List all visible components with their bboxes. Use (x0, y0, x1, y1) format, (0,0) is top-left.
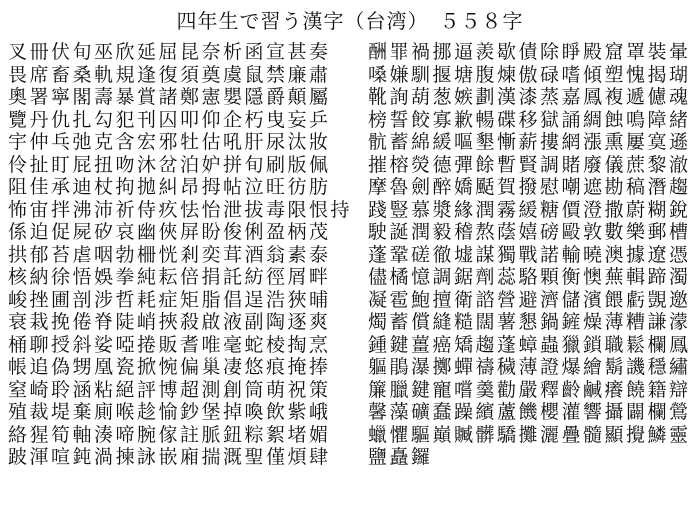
kanji-row: 峻挫圃剖涉哲耗症矩脂倡逞浩狹晡 (8, 288, 331, 311)
kanji-row: 蠟懼驅巔贓髒驕攤灑疊髓顯攪鱗靈 (368, 423, 691, 446)
kanji-row: 阻佳承迪杖拘拋糾昂拇帖泣旺彷肪 (8, 176, 331, 198)
kanji-row: 絡猩筍軸湊啼腕傢註脈鈕粽絮堵媚 (8, 423, 331, 446)
kanji-row: 覽丹仇扎勾犯刊囚叩仰企朽曳妄乒 (8, 108, 331, 131)
kanji-row: 帳追偽甥凰瓷掀惋偏巢凄悠痕掩捧 (8, 356, 331, 378)
kanji-row: 嗓嫌馴揠塘腹煉傲碌嗜傾塑愧揭瑚 (368, 63, 691, 86)
kanji-row: 踐豎慕漿緣潤霧緩糖價澄撒蔚糊銳 (368, 198, 691, 221)
kanji-row: 畏席畜桑軌規逢復須奠虞鼠禁廉肅 (8, 63, 331, 86)
kanji-row: 核納徐悟娛拳純耘倍捐託紡徑屑畔 (8, 266, 331, 288)
kanji-row: 酬罪禍挪逼羨歇債除睜殿窟罩裝暈 (368, 41, 691, 63)
kanji-row: 骯蓄綿緩嘔墾慚薪摟網漲熏屢寞遜 (368, 131, 691, 153)
kanji-row: 摧榕熒德彈餘暫賢調賭廢儀蔗黎澈 (368, 153, 691, 176)
kanji-row: 伶扯盯屁扭吻沐岔泊妒拼旬刷版佩 (8, 153, 331, 176)
kanji-row: 靴詢葫葱嫉劃漢漆蒸嘉鳳複遞儢魂 (368, 86, 691, 108)
kanji-row: 窒崎聆涵粘絕評博超測創筒萌祝策 (8, 378, 331, 401)
kanji-row: 燭蓄償縫糙闊薯懇鍋鏟燥薄糟謙濛 (368, 311, 691, 333)
page-title: 四年生で習う漢字（台湾） ５５８字 (176, 9, 524, 33)
kanji-column-left (8, 41, 352, 469)
kanji-row: 蓬鞏磋徹墟謀獨戰諾輸曉澳據遼憑 (368, 243, 691, 266)
kanji-row: 係迫促屍矽哀幽俠屏盼俊俐盈柄茂 (8, 221, 331, 243)
kanji-row: 儘橘憶調鋸劑蕊駱顆衡懊蕪輯蹄濁 (368, 266, 691, 288)
kanji-row: 桶聊授斜娑啞捲販耆唯毫蛇棱掏烹 (8, 333, 331, 356)
kanji-row: 叉冊伏旬巫欣延屈昆奈析函宣甚奏 (8, 41, 331, 63)
kanji-row: 怖宙拌沸沛祈侍疚怯怡泄拔毒限恨持 (8, 198, 353, 221)
kanji-row: 鍾鍵薑癌矯趨蓬蟑蟲獵鎖職鬆欄鳳 (368, 333, 691, 356)
kanji-row: 宇仲乓弛克含宏邪牡估吼肝尿汰妝 (8, 131, 331, 153)
kanji-row: 簾臘鍵寵嚐羹勸嚴釋齡鹹癢饒籍辯 (368, 378, 691, 401)
kanji-row: 跛渾喧鈍渦揀詠嵌廂揣溉聖僅煩肆 (8, 446, 331, 468)
kanji-column-right (368, 41, 691, 469)
kanji-row: 馨藻礦蠢躁繽蘆饑櫻灌響攝闢欄鶯 (368, 401, 691, 423)
kanji-row: 鹽矗鑼 (368, 446, 433, 468)
kanji-row: 奧署寧閣壽暴賞諸鄭憲嬰隱爵顛屬 (8, 86, 331, 108)
kanji-row: 衰栽挽倦脊陡峭挾殺啟液副陶逐爽 (8, 311, 331, 333)
kanji-row: 摩魯劍醉嬌颳賀撥慰嘲遮勘稿潛趨 (368, 176, 691, 198)
kanji-row: 拱郁苔虐咽勃柵恍剎奕茸酒翁素泰 (8, 243, 331, 266)
kanji-row: 殖裁堤棄廁喉趁愉鈔堡掉喚飲紫峨 (8, 401, 331, 423)
kanji-row: 軀鵑瀑擲蟬禱穢薄證爆繪鬍譏穩繡 (368, 356, 691, 378)
kanji-row: 駛誕潤毅稽熬蔭嬉磅毆敦數樂郵槽 (368, 221, 691, 243)
kanji-row: 榜誓餃寡歉暢碟移獄誦綢蝕鳴障緒 (368, 108, 691, 131)
kanji-row: 凝雹鮑擅衛諮營避濟儲濱餵虧覬邀 (368, 288, 691, 311)
